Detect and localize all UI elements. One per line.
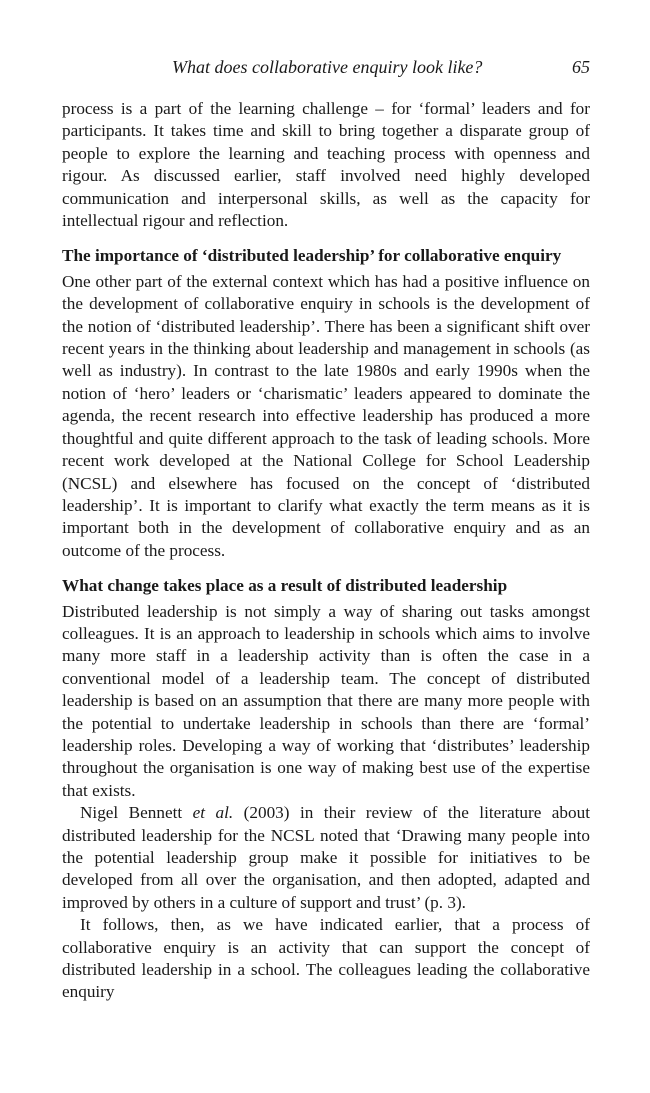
paragraph-4-text-b: (2003) in their review of the literature about distributed leadership for the NCSL noted that ‘Drawing many people into the potential leadership group make it possible for initiatives to be developed from all over the organisation, and then adopted, adapted and improved by others in a culture of support and trust’ (p. 3). bbox=[62, 803, 590, 912]
paragraph-5: It follows, then, as we have indicated earlier, that a process of collaborative enquiry is an activity that can support the concept of distributed leadership in a school. The colleagues leading the collaborative enquiry bbox=[62, 915, 590, 1002]
paragraph-2: One other part of the external context which has had a positive influence on the development of collaborative enquiry in schools is the development of the notion of ‘distributed leadership’. There has been a significant shift over recent years in the thinking about leadership and management in schools (as well as industry). In contrast to the late 1980s and early 1990s when the notion of ‘hero’ leaders or ‘charismatic’ leaders appeared to dominate the agenda, the recent research into effective leadership has produced a more thoughtful and quite different approach to the task of leading schools. More recent work developed at the National College for School Leadership (NCSL) and elsewhere has focused on the concept of ‘distributed leadership’. It is important to clarify what exactly the term means as it is important both in the development of collaborative enquiry and as an outcome of the process. bbox=[62, 271, 590, 560]
paragraph-3: Distributed leadership is not simply a way of sharing out tasks amongst colleagues. It is an approach to leadership in schools which aims to involve many more staff in a leadership activity than is often the case in a conventional model of a leadership team. The concept of distributed leadership is based on an assumption that there are many more people with the potential to undertake leadership in schools than there are ‘formal’ leadership roles. Developing a way of working that ‘distributes’ leadership throughout the organisation is one way of making best use of the expertise that exists. bbox=[62, 601, 590, 800]
paragraph-4-text-a: Nigel Bennett bbox=[80, 803, 193, 823]
paragraph-4-citation-italic: et al. bbox=[192, 803, 234, 823]
running-head: What does collaborative enquiry look like? bbox=[172, 57, 483, 77]
page-header bbox=[62, 57, 590, 83]
section-heading-what-change: What change takes place as a result of distributed leadership bbox=[62, 576, 508, 596]
page-body bbox=[62, 98, 590, 1004]
paragraph-4 bbox=[62, 802, 590, 914]
section-heading-distributed-leadership: The importance of ‘distributed leadership’ for collaborative enquiry bbox=[62, 246, 562, 266]
page-number: 65 bbox=[572, 57, 590, 77]
paragraph-1: process is a part of the learning challenge – for ‘formal’ leaders and for participants. It takes time and skill to bring together a disparate group of people to explore the learning and teaching process with openness and rigour. As discussed earlier, staff involved need highly developed communication and interpersonal skills, as well as the capacity for intellectual rigour and reflection. bbox=[62, 99, 590, 231]
